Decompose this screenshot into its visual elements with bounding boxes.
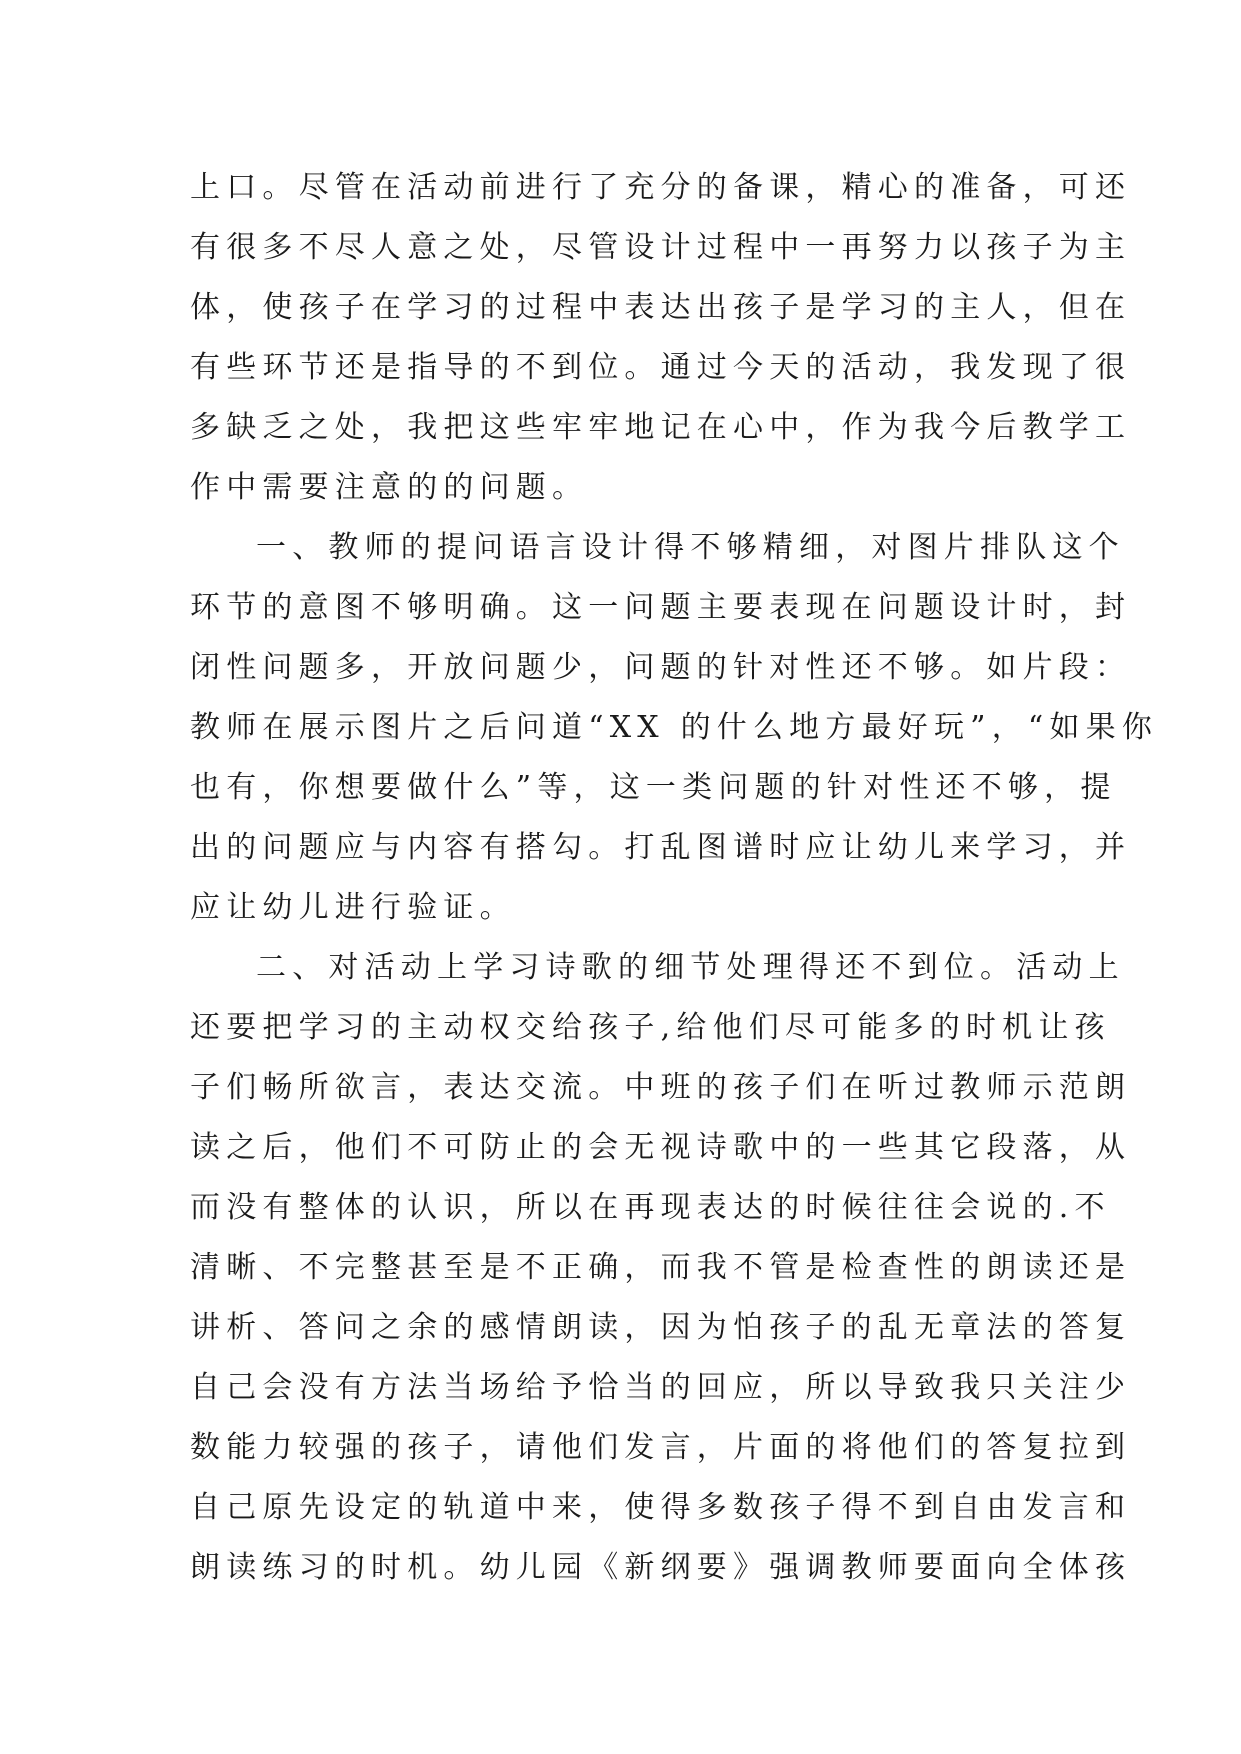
text-line: 读之后，他们不可防止的会无视诗歌中的一些其它段落，从	[190, 1130, 1132, 1165]
text-line: 数能力较强的孩子，请他们发言，片面的将他们的答复拉到	[190, 1430, 1132, 1465]
text-line: 有很多不尽人意之处，尽管设计过程中一再努力以孩子为主	[190, 230, 1132, 265]
text-line: 教师在展示图片之后问道“XX 的什么地方最好玩”，“如果你	[190, 710, 1159, 745]
text-line: 上口。尽管在活动前进行了充分的备课，精心的准备，可还	[190, 170, 1132, 205]
text-line: 有些环节还是指导的不到位。通过今天的活动，我发现了很	[190, 350, 1132, 385]
text-line: 应让幼儿进行验证。	[190, 890, 516, 925]
text-line: 体，使孩子在学习的过程中表达出孩子是学习的主人，但在	[190, 290, 1132, 325]
paragraph-first-line: 二、对活动上学习诗歌的细节处理得还不到位。活动上	[256, 950, 1125, 985]
paragraph-first-line: 一、教师的提问语言设计得不够精细，对图片排队这个	[256, 530, 1125, 565]
text-line: 自己原先设定的轨道中来，使得多数孩子得不到自由发言和	[190, 1490, 1132, 1525]
text-line: 闭性问题多，开放问题少，问题的针对性还不够。如片段：	[190, 650, 1132, 685]
text-line: 讲析、答问之余的感情朗读，因为怕孩子的乱无章法的答复	[190, 1310, 1132, 1345]
text-line: 自己会没有方法当场给予恰当的回应，所以导致我只关注少	[190, 1370, 1132, 1405]
text-line: 多缺乏之处，我把这些牢牢地记在心中，作为我今后教学工	[190, 410, 1132, 445]
text-line: 作中需要注意的的问题。	[190, 470, 589, 505]
text-line: 出的问题应与内容有搭勾。打乱图谱时应让幼儿来学习，并	[190, 830, 1132, 865]
text-line: 而没有整体的认识，所以在再现表达的时候往往会说的.不	[190, 1190, 1111, 1225]
body-text	[190, 158, 1159, 1598]
text-line: 环节的意图不够明确。这一问题主要表现在问题设计时，封	[190, 590, 1132, 625]
text-line: 清晰、不完整甚至是不正确，而我不管是检查性的朗读还是	[190, 1250, 1132, 1285]
text-line: 子们畅所欲言，表达交流。中班的孩子们在听过教师示范朗	[190, 1070, 1132, 1105]
text-line: 也有，你想要做什么”等，这一类问题的针对性还不够，提	[190, 770, 1117, 805]
text-line: 还要把学习的主动权交给孩子,给他们尽可能多的时机让孩	[190, 1010, 1111, 1045]
text-line: 朗读练习的时机。幼儿园《新纲要》强调教师要面向全体孩	[190, 1550, 1132, 1585]
